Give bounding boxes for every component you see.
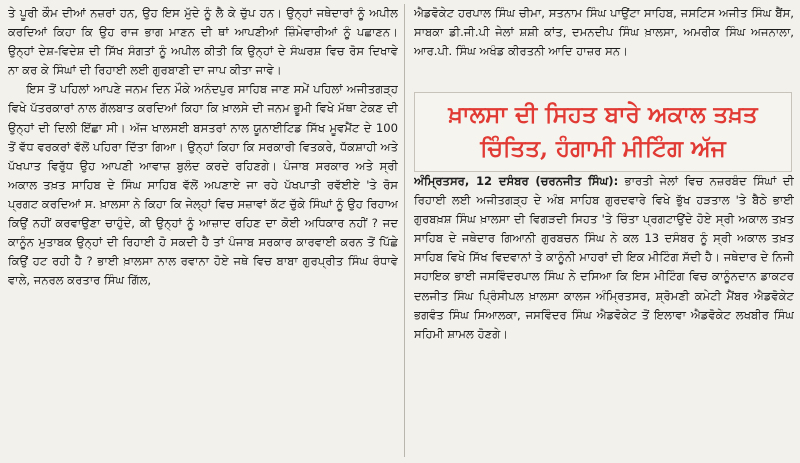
left-paragraph-2: ਇਸ ਤੋਂ ਪਹਿਲਾਂ ਆਪਣੇ ਜਨਮ ਦਿਨ ਮੌਕੇ ਅਨੰਦਪੁਰ ਸਾਹਿਬ ਜਾਣ ਸਮੇਂ ਪਹਿਲਾਂ ਅਜੀਤਗੜ੍ਹ ਵਿਖੇ ਪੱਤਰਕਾਰਾਂ ਨਾਲ ਗੱਲਬਾਤ ਕਰਦਿਆਂ ਕਿਹਾ ਕਿ ਖ਼ਾਲਸੇ ਦੀ ਜਨਮ ਭੂਮੀ ਵਿਖੇ ਮੱਥਾ ਟੇਕਣ ਦੀ ਉਨ੍ਹਾਂ ਦੀ ਦਿਲੀ ਇੱਛਾ ਸੀ। ਅੱਜ ਖਾਲਸਈ ਬਸਤਰਾਂ ਨਾਲ ਯੂਨਾਈਟਿਡ ਸਿੱਖ ਮੂਵਮੈਂਟ ਦੇ 100 ਤੋਂ ਵੱਧ ਵਰਕਰਾਂ ਵੱਲੋਂ ਪਹਿਰਾ ਦਿੱਤਾ ਗਿਆ। ਉਨ੍ਹਾਂ ਕਿਹਾ ਕਿ ਸਰਕਾਰੀ ਵਿਤਕਰੇ, ਧੱਕਸ਼ਾਹੀ ਅਤੇ ਪੱਖਪਾਤ ਵਿਰੁੱਧ ਉਹ ਆਪਣੀ ਆਵਾਜ਼ ਬੁਲੰਦ ਕਰਦੇ ਰਹਿਣਗੇ। ਪੰਜਾਬ ਸਰਕਾਰ ਅਤੇ ਸ੍ਰੀ ਅਕਾਲ ਤਖ਼ਤ ਸਾਹਿਬ ਦੇ ਸਿੰਘ ਸਾਹਿਬ ਵੱਲੋਂ ਅਪਣਾਏ ਜਾ ਰਹੇ ਪੱਖਪਾਤੀ ਰਵੱਈਏ 'ਤੇ ਰੋਸ ਪ੍ਰਗਟ ਕਰਦਿਆਂ ਸ. ਖ਼ਾਲਸਾ ਨੇ ਕਿਹਾ ਕਿ ਜੇਲ੍ਹਾਂ ਵਿਚ ਸਜ਼ਾਵਾਂ ਕੱਟ ਚੁੱਕੇ ਸਿੰਘਾਂ ਨੂੰ ਉਹ ਰਿਹਾਅ ਕਿਉਂ ਨਹੀਂ ਕਰਵਾਉਣਾ ਚਾਹੁੰਦੇ, ਕੀ ਉਨ੍ਹਾਂ ਨੂੰ ਆਜ਼ਾਦ ਰਹਿਣ ਦਾ ਕੋਈ ਅਧਿਕਾਰ ਨਹੀਂ ? ਜਦ ਕਾਨੂੰਨ ਮੁਤਾਬਕ ਉਨ੍ਹਾਂ ਦੀ ਰਿਹਾਈ ਹੋ ਸਕਦੀ ਹੈ ਤਾਂ ਪੰਜਾਬ ਸਰਕਾਰ ਕਾਰਵਾਈ ਕਰਨ ਤੋਂ ਪਿੱਛੇ ਕਿਉਂ ਹਟ ਰਹੀ ਹੈ ? ਭਾਈ ਖ਼ਾਲਸਾ ਨਾਲ ਰਵਾਨਾ ਹੋਏ ਜਥੇ ਵਿਚ ਬਾਬਾ ਗੁਰਪ੍ਰੀਤ ਸਿੰਘ ਰੰਧਾਵੇ ਵਾਲੇ, ਜਨਰਲ ਕਰਤਾਰ ਸਿੰਘ ਗਿੱਲ, [8,82,398,288]
left-article-column [8,4,398,463]
article-body-text: ਭਾਰਤੀ ਜੇਲਾਂ ਵਿਚ ਨਜ਼ਰਬੰਦ ਸਿੰਘਾਂ ਦੀ ਰਿਹਾਈ ਲਈ ਅਜੀਤਗੜ੍ਹ ਦੇ ਅੰਬ ਸਾਹਿਬ ਗੁਰਦਵਾਰੇ ਵਿਖੇ ਭੁੱਖ ਹੜਤਾਲ 'ਤੇ ਬੈਠੇ ਭਾਈ ਗੁਰਬਖ਼ਸ਼ ਸਿੰਘ ਖ਼ਾਲਸਾ ਦੀ ਵਿਗੜਦੀ ਸਿਹਤ 'ਤੇ ਚਿੰਤਾ ਪ੍ਰਗਟਾਉਂਦੇ ਹੋਏ ਸ੍ਰੀ ਅਕਾਲ ਤਖ਼ਤ ਸਾਹਿਬ ਦੇ ਜਥੇਦਾਰ ਗਿਆਨੀ ਗੁਰਬਚਨ ਸਿੰਘ ਨੇ ਕਲ 13 ਦਸੰਬਰ ਨੂੰ ਸ੍ਰੀ ਅਕਾਲ ਤਖ਼ਤ ਸਾਹਿਬ ਵਿਖੇ ਸਿੱਖ ਵਿਦਵਾਨਾਂ ਤੇ ਕਾਨੂੰਨੀ ਮਾਹਰਾਂ ਦੀ ਇਕ ਮੀਟਿੰਗ ਸੱਦੀ ਹੈ। ਜਥੇਦਾਰ ਦੇ ਨਿਜੀ ਸਹਾਇਕ ਭਾਈ ਜਸਵਿੰਦਰਪਾਲ ਸਿੰਘ ਨੇ ਦਸਿਆ ਕਿ ਇਸ ਮੀਟਿੰਗ ਵਿਚ ਕਾਨੂੰਨਦਾਨ ਡਾਕਟਰ ਦਲਜੀਤ ਸਿੰਘ ਪ੍ਰਿੰਸੀਪਲ ਖ਼ਾਲਸਾ ਕਾਲਜ ਅੰਮ੍ਰਿਤਸਰ, ਸ਼੍ਰੋਮਣੀ ਕਮੇਟੀ ਮੈਂਬਰ ਐਡਵੋਕੇਟ ਭਗਵੰਤ ਸਿੰਘ ਸਿਆਲਕਾ, ਜਸਵਿੰਦਰ ਸਿੰਘ ਐਡਵੋਕੇਟ ਤੋਂ ਇਲਾਵਾ ਐਡਵੋਕੇਟ ਲਖਬੀਰ ਸਿੰਘ ਸਹਿਮੀ ਸ਼ਾਮਲ ਹੋਣਗੇ। [414,174,794,341]
right-article-top [414,4,794,90]
left-paragraph-1: ਤੇ ਪੂਰੀ ਕੌਮ ਦੀਆਂ ਨਜ਼ਰਾਂ ਹਨ, ਉਹ ਇਸ ਮੁੱਦੇ ਨੂੰ ਲੈ ਕੇ ਚੁੱਪ ਹਨ। ਉਨ੍ਹਾਂ ਜਥੇਦਾਰਾਂ ਨੂੰ ਅਪੀਲ ਕਰਦਿਆਂ ਕਿਹਾ ਕਿ ਉਹ ਰਾਜ ਭਾਗ ਮਾਣਨ ਦੀ ਥਾਂ ਆਪਣੀਆਂ ਜ਼ਿੰਮੇਵਾਰੀਆਂ ਨੂੰ ਪਛਾਣਨ। ਉਨ੍ਹਾਂ ਦੇਸ਼-ਵਿਦੇਸ਼ ਦੀ ਸਿੱਖ ਸੰਗਤਾਂ ਨੂੰ ਅਪੀਲ ਕੀਤੀ ਕਿ ਉਨ੍ਹਾਂ ਦੇ ਸੰਘਰਸ਼ ਵਿਚ ਰੋਸ ਦਿਖਾਵੇ ਨਾ ਕਰ ਕੇ ਸਿੰਘਾਂ ਦੀ ਰਿਹਾਈ ਲਈ ਗੁਰਬਾਣੀ ਦਾ ਜਾਪ ਕੀਤਾ ਜਾਵੇ। [8,6,398,78]
right-article-body [414,172,794,463]
article-body-paragraph [414,172,794,344]
headline-line-1: ਖ਼ਾਲਸਾ ਦੀ ਸਿਹਤ ਬਾਰੇ ਅਕਾਲ ਤਖ਼ਤ [448,101,758,128]
dateline: ਅੰਮ੍ਰਿਤਸਰ, 12 ਦਸੰਬਰ (ਚਰਨਜੀਤ ਸਿੰਘ): [414,174,619,188]
headline-line-2: ਚਿੰਤਿਤ, ਹੰਗਾਮੀ ਮੀਟਿੰਗ ਅੱਜ [480,135,726,162]
column-divider [404,4,405,457]
right-top-paragraph: ਐਡਵੋਕੇਟ ਹਰਪਾਲ ਸਿੰਘ ਚੀਮਾ, ਸਤਨਾਮ ਸਿੰਘ ਪਾਉਂਟਾ ਸਾਹਿਬ, ਜਸਟਿਸ ਅਜੀਤ ਸਿੰਘ ਬੈਂਸ, ਸਾਬਕਾ ਡੀ.ਜੀ.ਪੀ ਜੇਲਾਂ ਸ਼ਸ਼ੀ ਕਾਂਤ, ਦਮਨਦੀਪ ਸਿੰਘ ਖ਼ਾਲਸਾ, ਅਮਰੀਕ ਸਿੰਘ ਅਜਨਾਲਾ, ਆਰ.ਪੀ. ਸਿੰਘ ਅਖੰਡ ਕੀਰਤਨੀ ਆਦਿ ਹਾਜ਼ਰ ਸਨ। [414,6,794,59]
headline-box [414,92,792,172]
